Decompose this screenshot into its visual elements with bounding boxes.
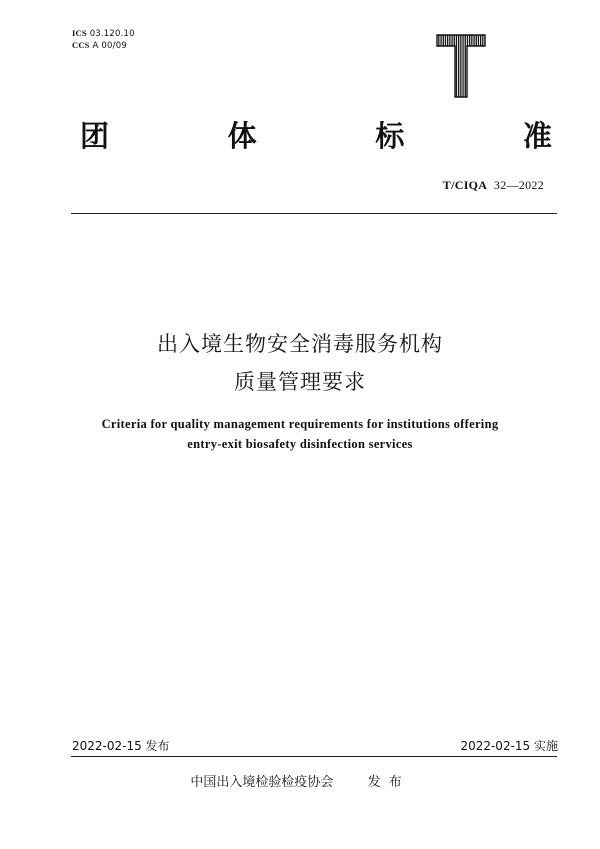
title-cn-line2: 质量管理要求 — [234, 370, 366, 394]
title-cn-line1: 出入境生物安全消毒服务机构 — [157, 332, 443, 356]
standard-type-char: 体 — [227, 119, 257, 153]
standard-type-char: 团 — [80, 119, 110, 153]
standard-type-char: 标 — [375, 119, 405, 153]
title-en-line1: Criteria for quality management requirements for institutions offering — [101, 417, 499, 431]
header-divider — [71, 213, 557, 214]
issue-date: 2022-02-15 发布 — [72, 739, 170, 753]
standard-type-char: 准 — [522, 119, 552, 153]
standard-number: T/CIQA 32—2022 — [442, 178, 544, 192]
classification-codes — [72, 28, 135, 52]
ics-code: ICS 03.120.10 — [72, 28, 135, 39]
publisher-action: 发布 — [367, 775, 410, 790]
ccs-code: CCS A 00/09 — [72, 40, 127, 51]
implementation-date: 2022-02-15 实施 — [460, 739, 558, 753]
footer-divider — [71, 756, 557, 757]
standard-type-heading — [80, 116, 552, 156]
publisher-name: 中国出入境检验检疫协会 — [190, 775, 334, 790]
publisher — [0, 771, 600, 790]
standard-t-logo-icon — [436, 34, 486, 98]
title-en-line2: entry-exit biosafety disinfection services — [187, 437, 413, 451]
